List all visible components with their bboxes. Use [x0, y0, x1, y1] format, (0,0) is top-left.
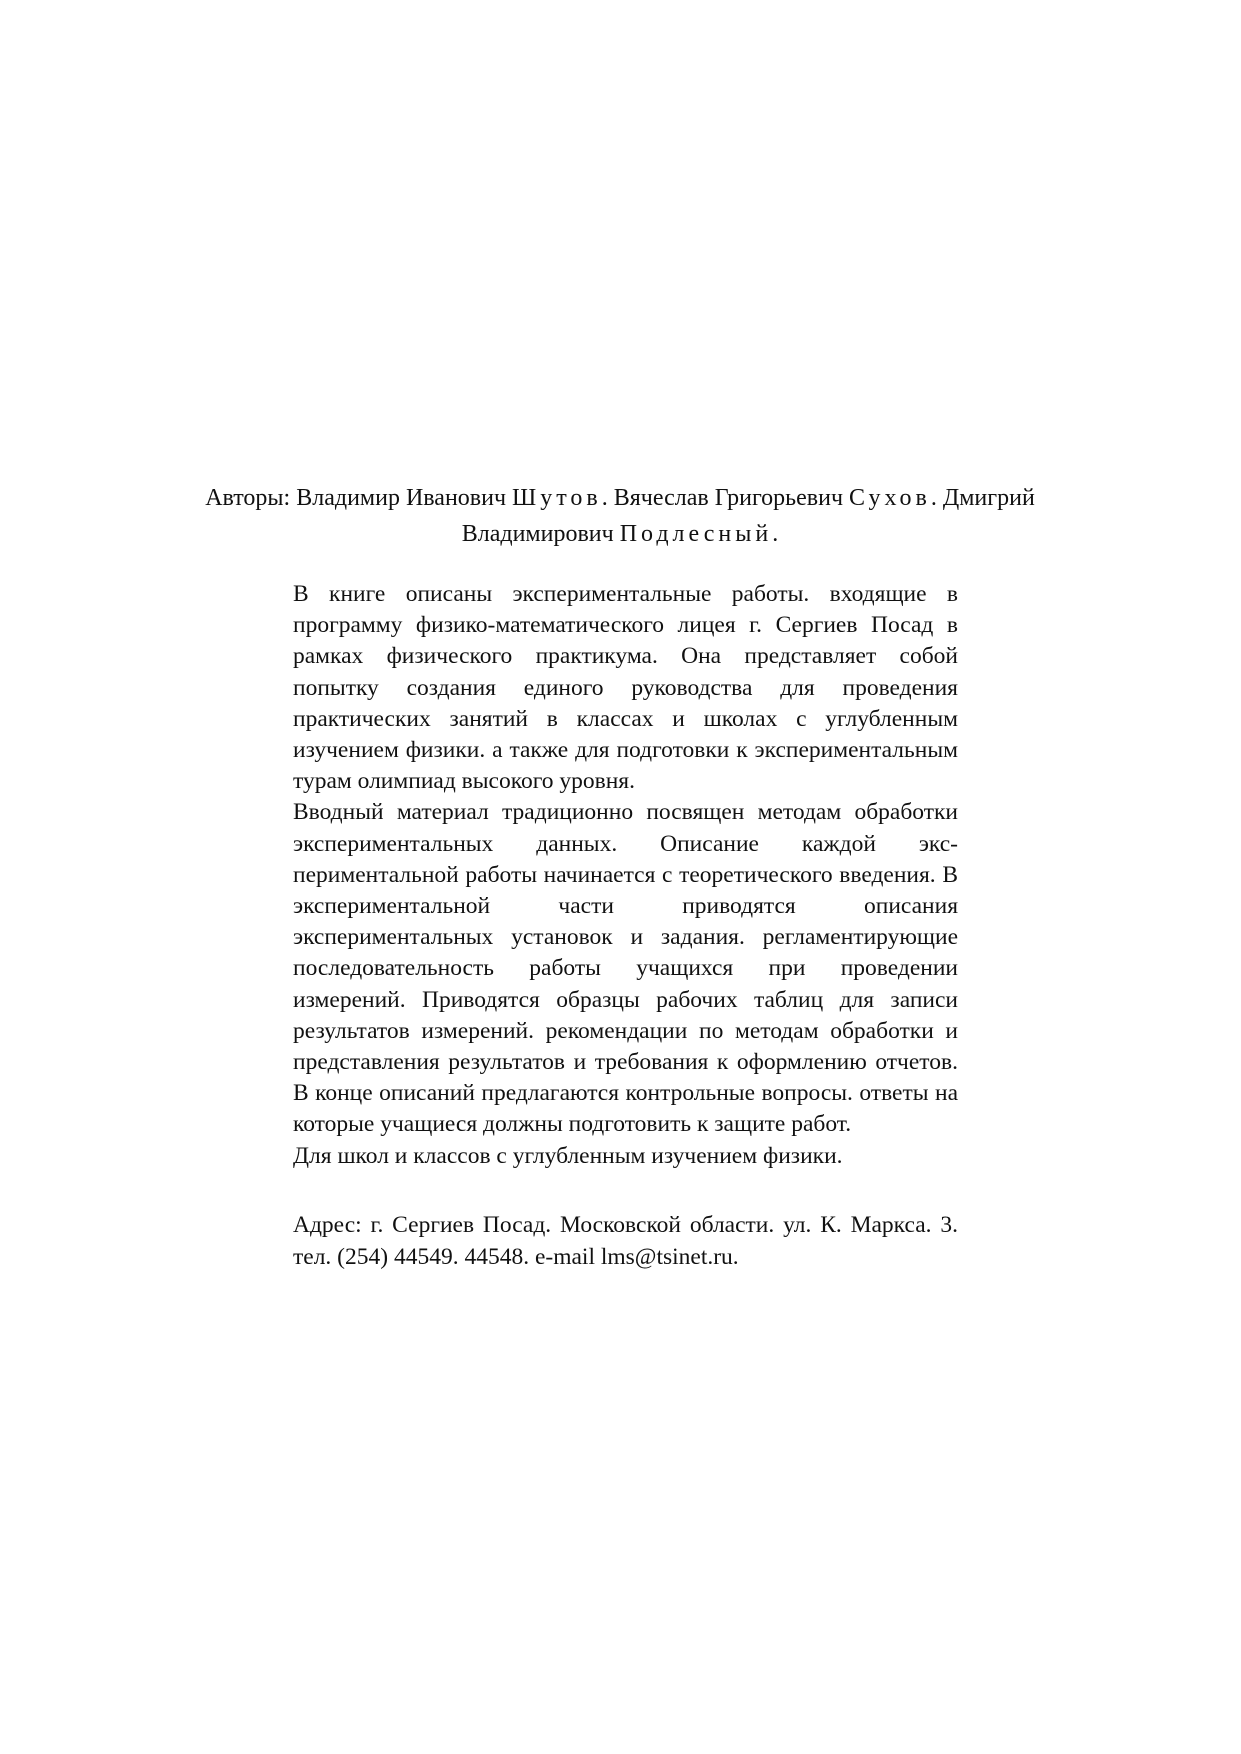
author-surname-1: Шутов — [512, 485, 602, 511]
authors-mid-2: . Дмигрий Владимирович — [461, 485, 1035, 547]
abstract-paragraph-1: В книге описаны экспериментальные работы. входящие в программу физико-математического лицея г. Сергиев Посад в рамках физического практикума. Она представляет собой попытку создания единого руководства для проведения практических занятий в классах и школах с углубленным изучением физики. а также для подготовки к экспериментальным турам олимпиад высокого уровня. — [293, 581, 958, 795]
abstract — [293, 579, 958, 1172]
authors-end: . — [772, 521, 779, 547]
author-surname-2: Сухов — [849, 485, 931, 511]
authors-prefix: Авторы: Владимир Иванович — [205, 485, 513, 511]
authors-mid-1: . Вячеслав Григорьевич — [601, 485, 850, 511]
abstract-paragraph-2: Вводный материал традиционно посвящен методам обработки экспериментальных данных. Описание каждой экспериментальной работы начинается с теоретического введения. В экспериментальной части приводятся описания экспериментальных установок и задания. регламентирующие последовательность работы учащихся при проведении измерений. Приводятся образцы рабочих таблиц для записи результатов измерений. рекомендации по методам обработки и представления результатов и требования к оформлению отчетов. В конце описаний предлагаются контрольные вопросы. ответы на которые учащиеся должны подготовить к защите работ. — [293, 799, 958, 1138]
address-text: Адрес: г. Сергиев Посад. Московской области. ул. К. Маркса. 3. тел. (254) 44549. 44548. e-mail lms@tsinet.ru. — [293, 1212, 958, 1270]
abstract-paragraph-3: Для школ и классов с углубленным изучением физики. — [293, 1142, 843, 1169]
address-block — [293, 1209, 958, 1273]
authors-line — [150, 480, 1090, 552]
author-surname-3: Подлесный — [619, 521, 773, 547]
